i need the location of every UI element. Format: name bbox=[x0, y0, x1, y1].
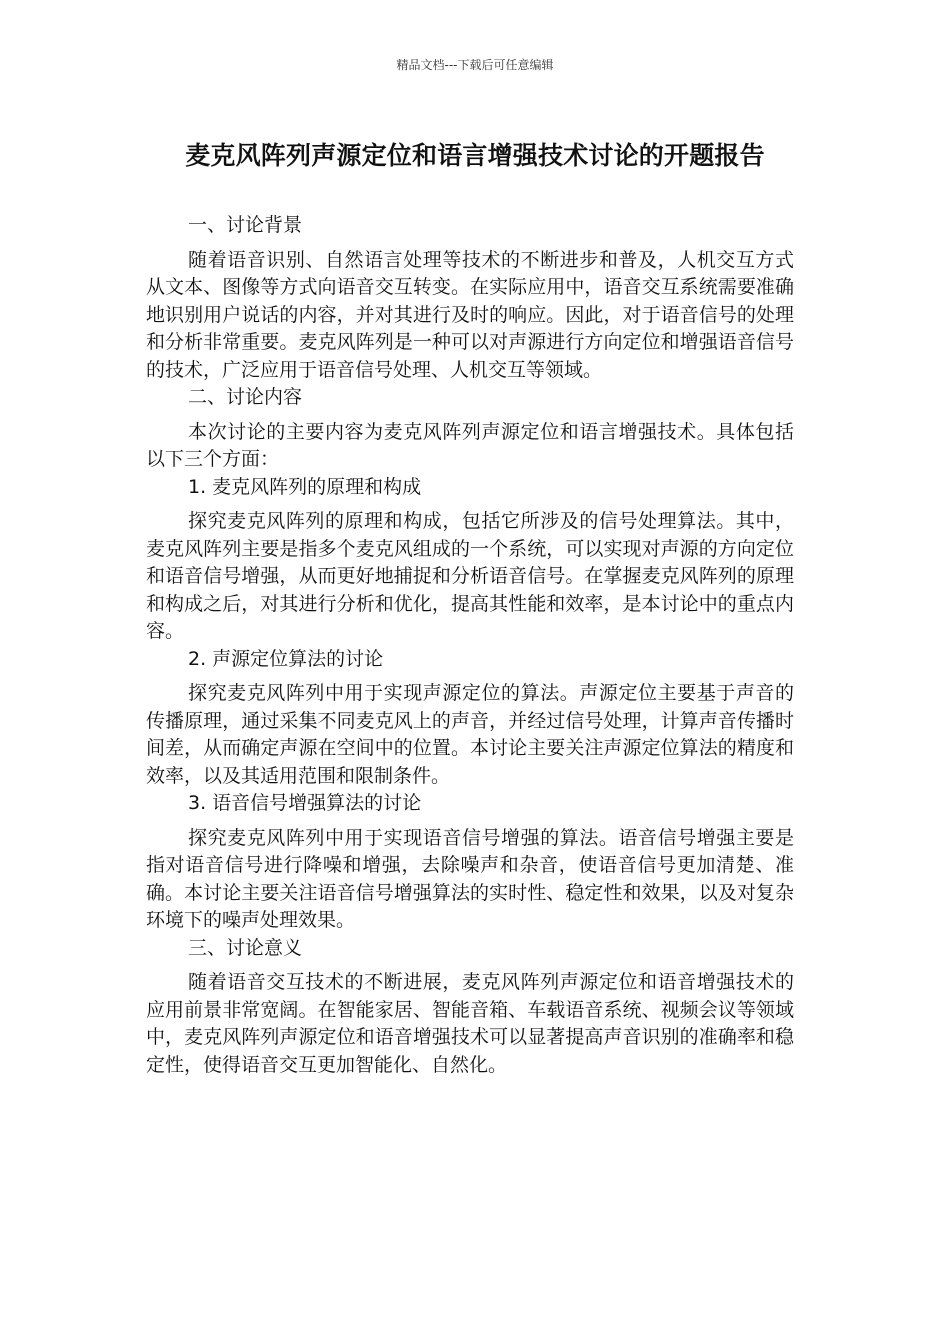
paragraph-significance: 随着语音交互技术的不断进展，麦克风阵列声源定位和语音增强技术的应用前景非常宽阔。在智能家居、智能音箱、车载语音系统、视频会议等领域中，麦克风阵列声源定位和语音增强技术可以显著提高声音识别的准确率和稳定性，使得语音交互更加智能化、自然化。 bbox=[146, 971, 794, 1076]
paragraph-localization: 探究麦克风阵列中用于实现声源定位的算法。声源定位主要基于声音的传播原理，通过采集不同麦克风上的声音，并经过信号处理，计算声音传播时间差，从而确定声源在空间中的位置。本讨论主要关注声源定位算法的精度和效率，以及其适用范围和限制条件。 bbox=[146, 682, 794, 787]
paragraph-enhancement: 探究麦克风阵列中用于实现语音信号增强的算法。语音信号增强主要是指对语音信号进行降噪和增强，去除噪声和杂音，使语音信号更加清楚、准确。本讨论主要关注语音信号增强算法的实时性、稳定性和效果，以及对复杂环境下的噪声处理效果。 bbox=[146, 826, 794, 931]
document-body bbox=[146, 212, 794, 1079]
section-heading-content: 二、讨论内容 bbox=[188, 386, 303, 408]
document-title: 麦克风阵列声源定位和语言增强技术讨论的开题报告 bbox=[185, 141, 765, 170]
subheading-array-principle: 1. 麦克风阵列的原理和构成 bbox=[188, 475, 422, 498]
subheading-localization: 2. 声源定位算法的讨论 bbox=[188, 647, 384, 670]
paragraph-array-principle: 探究麦克风阵列的原理和构成，包括它所涉及的信号处理算法。其中，麦克风阵列主要是指多个麦克风组成的一个系统，可以实现对声源的方向定位和语音信号增强，从而更好地捕捉和分析语音信号。在掌握麦克风阵列的原理和构成之后，对其进行分析和优化，提高其性能和效率，是本讨论中的重点内容。 bbox=[146, 510, 794, 642]
paragraph-content-intro: 本次讨论的主要内容为麦克风阵列声源定位和语言增强技术。具体包括以下三个方面： bbox=[146, 420, 794, 470]
section-heading-background: 一、讨论背景 bbox=[188, 214, 303, 236]
header-note: 精品文档---下载后可任意编辑 bbox=[396, 58, 554, 72]
section-heading-significance: 三、讨论意义 bbox=[188, 936, 303, 959]
subheading-enhancement: 3. 语音信号增强算法的讨论 bbox=[188, 792, 422, 814]
paragraph-background: 随着语音识别、自然语言处理等技术的不断进步和普及，人机交互方式从文本、图像等方式向语音交互转变。在实际应用中，语音交互系统需要准确地识别用户说话的内容，并对其进行及时的响应。因此，对于语音信号的处理和分析非常重要。麦克风阵列是一种可以对声源进行方向定位和增强语音信号的技术，广泛应用于语音信号处理、人机交互等领域。 bbox=[146, 248, 794, 381]
